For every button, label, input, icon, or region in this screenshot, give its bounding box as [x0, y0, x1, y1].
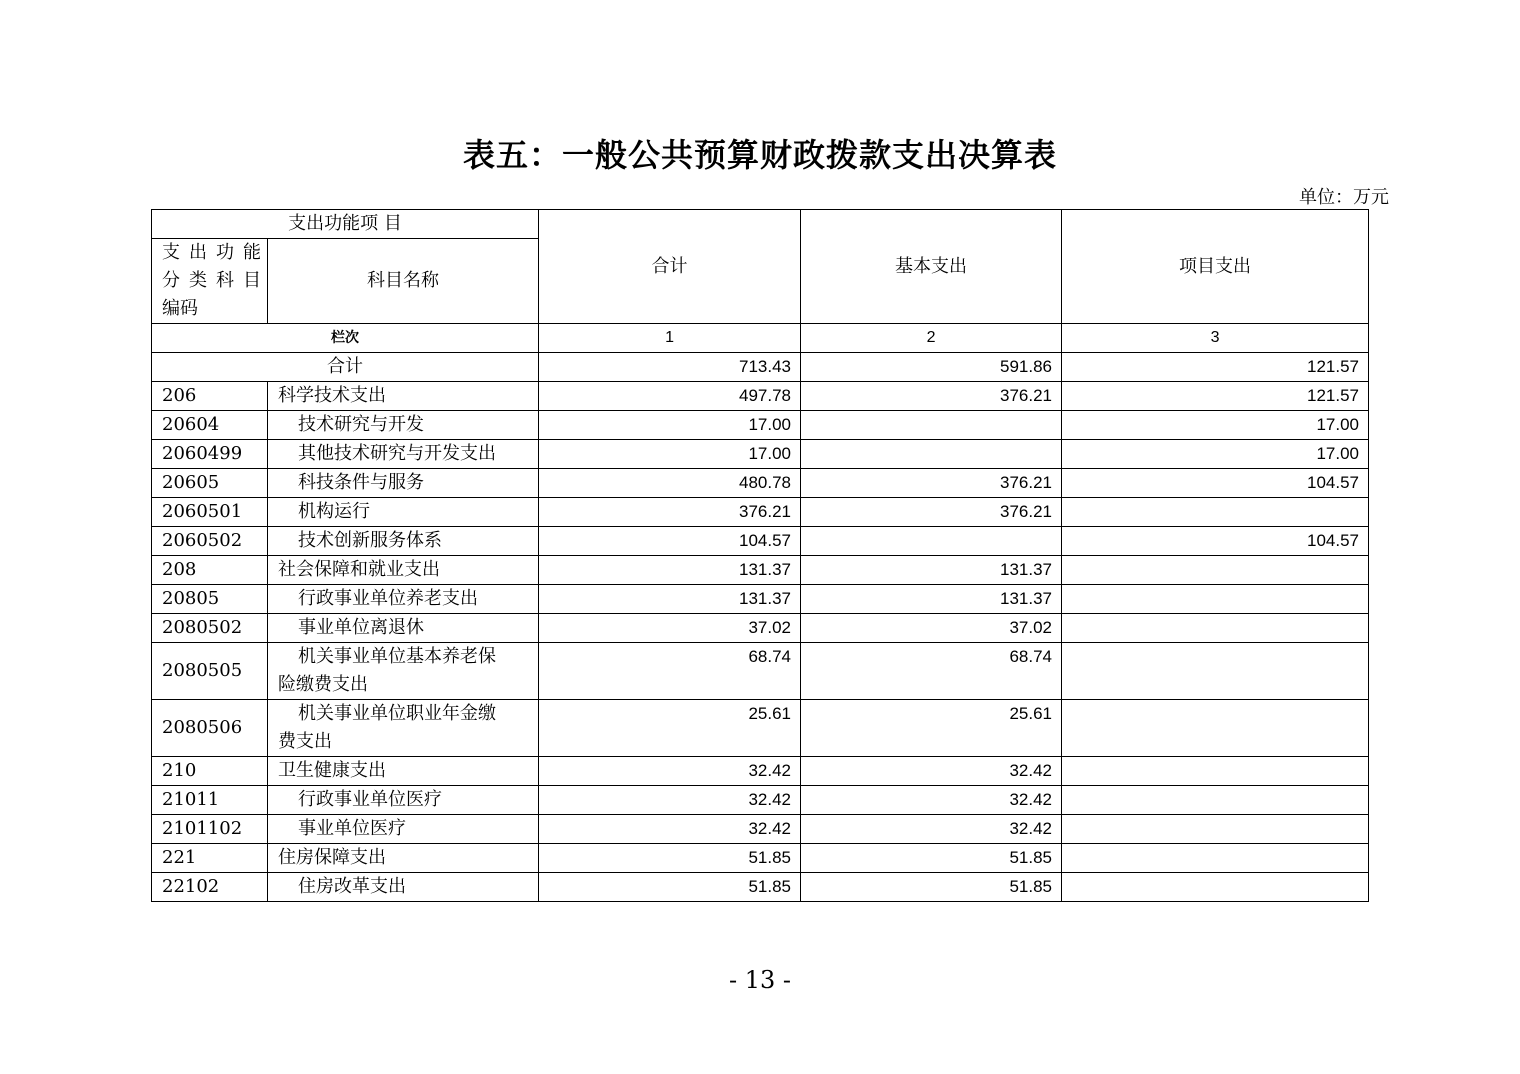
lanci-col-1: 1 — [539, 324, 801, 353]
row-name: 其他技术研究与开发支出 — [268, 440, 539, 469]
row-total: 376.21 — [539, 498, 801, 527]
total-basic: 591.86 — [801, 353, 1062, 382]
table-row — [152, 815, 1369, 844]
row-basic: 37.02 — [801, 614, 1062, 643]
row-basic: 131.37 — [801, 556, 1062, 585]
header-project: 项目支出 — [1062, 210, 1369, 324]
row-project — [1062, 643, 1369, 700]
row-name — [268, 643, 539, 700]
row-project — [1062, 844, 1369, 873]
row-project: 104.57 — [1062, 527, 1369, 556]
row-name-line: 费支出 — [278, 731, 332, 752]
row-code: 2080506 — [152, 700, 268, 757]
row-total: 32.42 — [539, 815, 801, 844]
row-name: 住房改革支出 — [268, 873, 539, 902]
row-name-line: 险缴费支出 — [278, 674, 368, 695]
row-basic: 51.85 — [801, 844, 1062, 873]
row-name: 机构运行 — [268, 498, 539, 527]
row-project — [1062, 700, 1369, 757]
expenditure-table — [151, 209, 1369, 902]
table-row — [152, 440, 1369, 469]
row-code: 20605 — [152, 469, 268, 498]
table-row — [152, 643, 1369, 700]
header-name: 科目名称 — [268, 239, 539, 324]
row-project: 17.00 — [1062, 411, 1369, 440]
row-code: 20604 — [152, 411, 268, 440]
row-basic — [801, 527, 1062, 556]
row-basic: 131.37 — [801, 585, 1062, 614]
row-basic: 32.42 — [801, 815, 1062, 844]
row-code: 210 — [152, 757, 268, 786]
page-title: 表五：一般公共预算财政拨款支出决算表 — [462, 136, 1057, 174]
row-basic: 32.42 — [801, 786, 1062, 815]
row-name: 科学技术支出 — [268, 382, 539, 411]
row-code: 22102 — [152, 873, 268, 902]
table-row — [152, 469, 1369, 498]
row-basic: 376.21 — [801, 498, 1062, 527]
table-row — [152, 556, 1369, 585]
row-name: 科技条件与服务 — [268, 469, 539, 498]
table-row — [152, 757, 1369, 786]
row-project — [1062, 873, 1369, 902]
total-row — [152, 353, 1369, 382]
lanci-col-3: 3 — [1062, 324, 1369, 353]
row-basic: 51.85 — [801, 873, 1062, 902]
total-project: 121.57 — [1062, 353, 1369, 382]
table-row — [152, 873, 1369, 902]
header-code-line: 支 出 功 能 — [162, 242, 261, 263]
row-code: 21011 — [152, 786, 268, 815]
header-group: 支出功能项 目 — [152, 210, 539, 239]
page-number: - 13 - — [728, 966, 791, 994]
row-code: 208 — [152, 556, 268, 585]
table-row — [152, 844, 1369, 873]
row-name: 事业单位离退休 — [268, 614, 539, 643]
row-name: 卫生健康支出 — [268, 757, 539, 786]
header-basic: 基本支出 — [801, 210, 1062, 324]
table-body — [152, 210, 1369, 902]
row-project: 104.57 — [1062, 469, 1369, 498]
row-code: 221 — [152, 844, 268, 873]
row-name-line: 机关事业单位基本养老保 — [298, 646, 496, 667]
header-code — [152, 239, 268, 324]
row-basic — [801, 411, 1062, 440]
row-code: 2060502 — [152, 527, 268, 556]
row-code: 2060499 — [152, 440, 268, 469]
table-row — [152, 585, 1369, 614]
row-total: 68.74 — [539, 643, 801, 700]
row-total: 51.85 — [539, 844, 801, 873]
row-basic: 68.74 — [801, 643, 1062, 700]
row-total: 104.57 — [539, 527, 801, 556]
row-project: 121.57 — [1062, 382, 1369, 411]
row-total: 37.02 — [539, 614, 801, 643]
header-code-line: 编码 — [162, 298, 198, 319]
header-total: 合计 — [539, 210, 801, 324]
total-total: 713.43 — [539, 353, 801, 382]
row-project — [1062, 757, 1369, 786]
row-name-line: 机关事业单位职业年金缴 — [298, 703, 496, 724]
row-name: 行政事业单位医疗 — [268, 786, 539, 815]
lanci-label: 栏次 — [152, 324, 539, 353]
row-name: 行政事业单位养老支出 — [268, 585, 539, 614]
row-name: 住房保障支出 — [268, 844, 539, 873]
row-project — [1062, 786, 1369, 815]
row-total: 17.00 — [539, 411, 801, 440]
table-row — [152, 411, 1369, 440]
row-basic — [801, 440, 1062, 469]
row-total: 32.42 — [539, 757, 801, 786]
row-name: 技术创新服务体系 — [268, 527, 539, 556]
row-name: 社会保障和就业支出 — [268, 556, 539, 585]
row-total: 51.85 — [539, 873, 801, 902]
row-basic: 25.61 — [801, 700, 1062, 757]
row-project — [1062, 815, 1369, 844]
row-total: 17.00 — [539, 440, 801, 469]
row-basic: 376.21 — [801, 382, 1062, 411]
table-row — [152, 614, 1369, 643]
row-project — [1062, 556, 1369, 585]
row-project — [1062, 585, 1369, 614]
header-code-line: 分 类 科 目 — [162, 270, 261, 291]
row-code: 2080505 — [152, 643, 268, 700]
row-code: 2101102 — [152, 815, 268, 844]
row-project — [1062, 498, 1369, 527]
table-row — [152, 382, 1369, 411]
row-name: 事业单位医疗 — [268, 815, 539, 844]
table-row — [152, 786, 1369, 815]
row-name — [268, 700, 539, 757]
row-total: 32.42 — [539, 786, 801, 815]
row-total: 131.37 — [539, 585, 801, 614]
row-code: 206 — [152, 382, 268, 411]
row-code: 2080502 — [152, 614, 268, 643]
row-basic: 32.42 — [801, 757, 1062, 786]
row-basic: 376.21 — [801, 469, 1062, 498]
row-name: 技术研究与开发 — [268, 411, 539, 440]
lanci-col-2: 2 — [801, 324, 1062, 353]
row-code: 20805 — [152, 585, 268, 614]
row-total: 131.37 — [539, 556, 801, 585]
row-project — [1062, 614, 1369, 643]
row-total: 480.78 — [539, 469, 801, 498]
table-row — [152, 700, 1369, 757]
table-row — [152, 527, 1369, 556]
row-total: 25.61 — [539, 700, 801, 757]
table-row — [152, 498, 1369, 527]
unit-label: 单位：万元 — [1299, 187, 1389, 208]
row-project: 17.00 — [1062, 440, 1369, 469]
row-total: 497.78 — [539, 382, 801, 411]
row-code: 2060501 — [152, 498, 268, 527]
total-label: 合计 — [152, 353, 539, 382]
